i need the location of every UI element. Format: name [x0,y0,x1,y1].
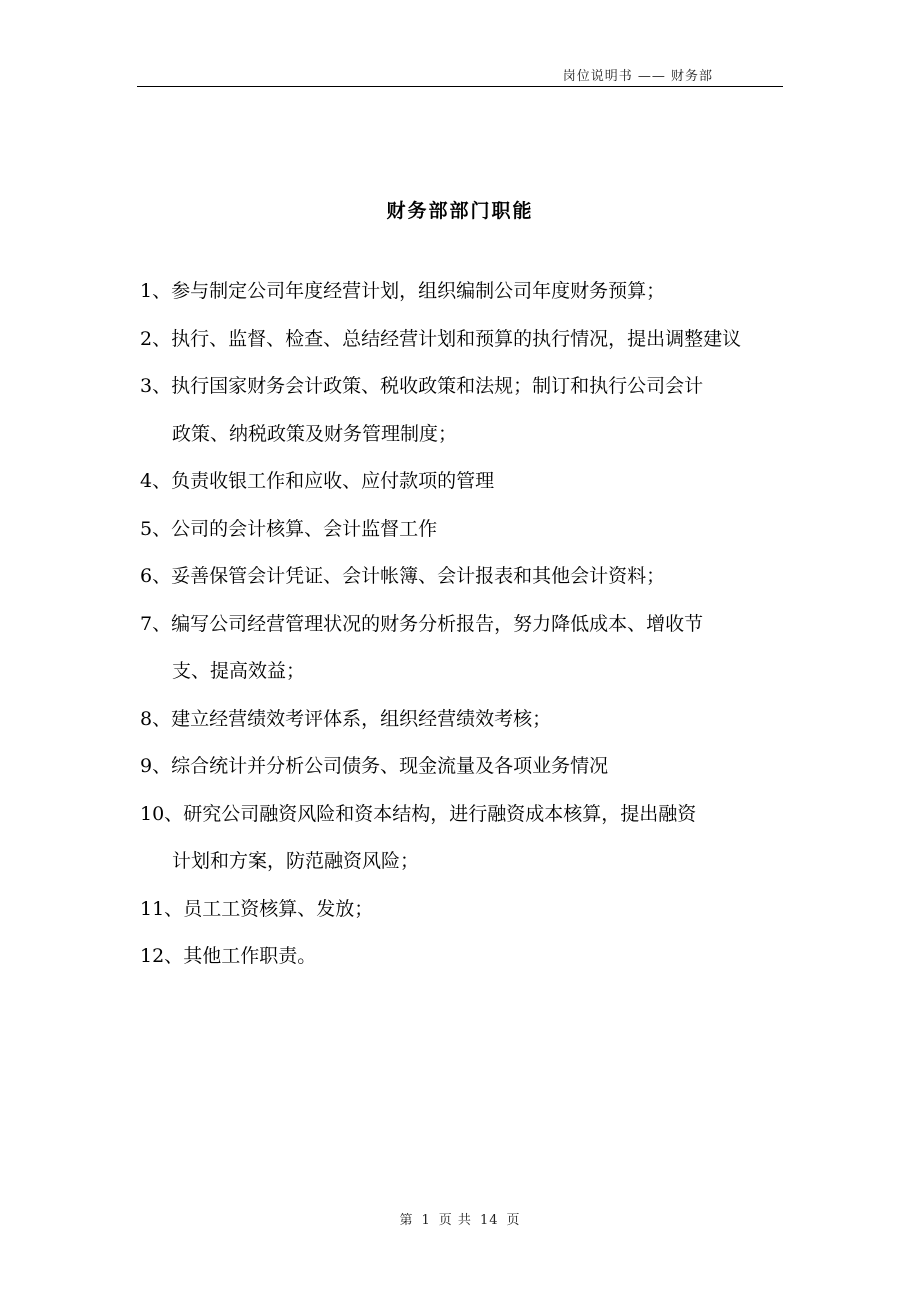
item-text: 综合统计并分析公司债务、现金流量及各项业务情况 [171,755,609,777]
page-title: 财务部部门职能 [386,200,534,222]
item-text: 编写公司经营管理状况的财务分析报告，努力降低成本、增收节 [171,612,704,635]
item-number: 8、 [140,707,172,730]
list-item [140,316,800,364]
item-text: 执行、监督、检查、总结经营计划和预算的执行情况，提出调整建议 [171,327,742,350]
item-text: 研究公司融资风险和资本结构，进行融资成本核算，提出融资 [183,802,697,825]
item-number: 12、 [140,945,184,967]
list-item [140,696,800,744]
item-text-continued: 支、提高效益； [172,660,306,682]
header-text: 岗位说明书 —— 财务部 [562,69,713,84]
item-text: 建立经营绩效考评体系，组织经营绩效考核； [171,707,552,730]
item-text: 负责收银工作和应收、应付款项的管理 [171,470,495,492]
item-number: 2、 [140,327,172,350]
list-item [140,553,800,601]
item-number: 4、 [140,470,172,492]
item-number: 3、 [140,375,172,397]
item-number: 10、 [140,802,184,825]
item-text: 执行国家财务会计政策、税收政策和法规；制订和执行公司会计 [171,375,704,397]
item-number: 11、 [140,897,184,920]
list-item [140,506,800,554]
footer-total-pages: 14 [479,1213,499,1228]
list-item [140,791,800,886]
footer-label-pre: 第 [399,1213,414,1228]
list-item [140,268,800,316]
item-text: 妥善保管会计凭证、会计帐簿、会计报表和其他会计资料； [171,565,666,587]
item-number: 1、 [140,280,172,302]
list-item [140,886,800,934]
item-text: 参与制定公司年度经营计划，组织编制公司年度财务预算； [171,280,666,302]
list-item [140,743,800,791]
item-text-continued: 计划和方案，防范融资风险； [172,850,420,872]
footer-label-mid: 页 共 [438,1213,472,1228]
item-text: 其他工作职责。 [183,945,317,967]
duty-list [140,268,800,981]
item-number: 6、 [140,565,172,587]
item-text-continued: 政策、纳税政策及财务管理制度； [172,422,458,445]
item-number: 9、 [140,755,172,777]
list-item [140,458,800,506]
list-item [140,933,800,981]
item-text: 公司的会计核算、会计监督工作 [171,517,438,540]
page-header [137,64,783,87]
page-footer [0,1209,920,1228]
footer-label-post: 页 [506,1213,521,1228]
list-item [140,363,800,458]
footer-page-number: 1 [421,1213,431,1228]
item-number: 5、 [140,517,172,540]
item-text: 员工工资核算、发放； [183,897,374,920]
list-item [140,601,800,696]
item-number: 7、 [140,612,172,635]
